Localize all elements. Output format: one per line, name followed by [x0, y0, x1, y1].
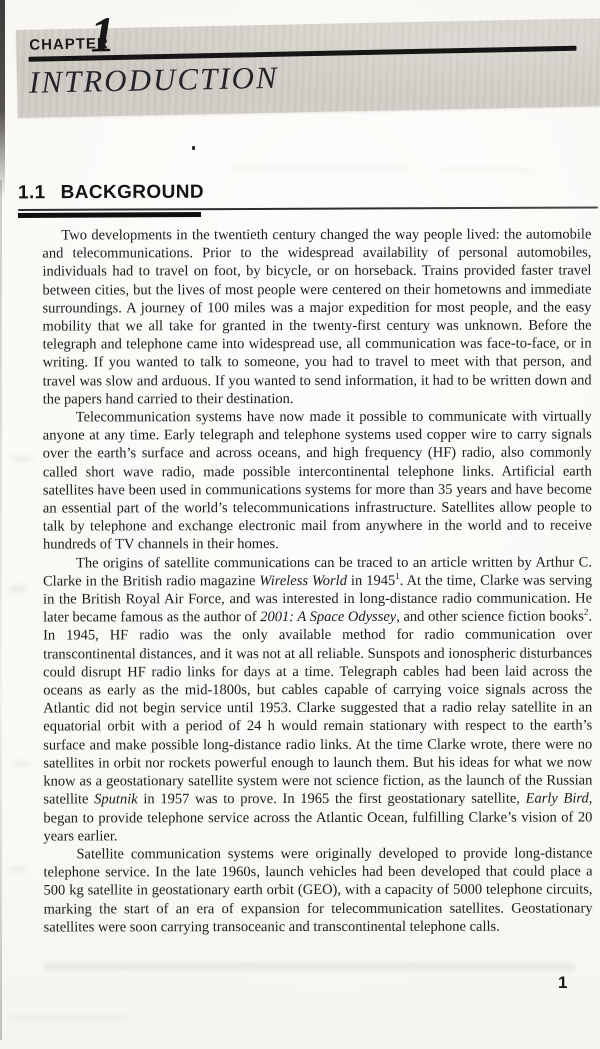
bleed-through-smudge [12, 455, 32, 462]
scan-edge-shadow [0, 0, 5, 200]
chapter-banner [16, 6, 600, 118]
paragraph: Telecommunication systems have now made it possible to communicate with virtually anyone at any time. Early telegraph and telephone systems used copper wire to carry signals over the earth’s surface and across oceans, and high frequency (HF) radio, also commonly called short wave radio, made possible intercontinental telephone links. Artificial earth satellites have been used in communications systems for more than 35 years and have become an essential part of the world’s telecommunications infrastructure. Satellites allow people to talk by telephone and exchange electronic mail from anywhere in the world and to receive hundreds of TV channels in their homes. [42, 408, 592, 553]
bleed-through-smudge [10, 585, 26, 593]
bleed-through-smudge [12, 760, 30, 767]
section-heading [18, 182, 204, 205]
scan-edge-shadow-faint [0, 180, 2, 1040]
paragraph: The origins of satellite communications can be traced to an article written by Arthur C. Clarke in the British radio magazine Wireless World in 1945$^1$. At the time, Clarke was serving in the British Royal Air Force, and was interested in long-distance radio communication. He later became famous as the author of 2001: A Space Odyssey, and other science fiction books$^2$. In 1945, HF radio was the only available method for radio communication over transcontinental distances, and it was not at all reliable. Sunspots and ionospheric disturbances could disrupt HF radio links for days at a time. Telegraph cables had been laid across the oceans as early as the mid-1800s, but cables capable of carrying voice signals across the Atlantic did not begin service until 1953. Clarke suggested that a radio relay satellite in an equatorial orbit with a period of 24 h would remain stationary with respect to the earth’s surface and make possible long-distance radio links. At the time Clarke wrote, there were no satellites in orbit nor rockets powerful enough to launch them. But his ideas for what we now know as a geostationary satellite system were not science fiction, as the launch of the Russian satellite Sputnik in 1957 was to prove. In 1965 the first geostationary satellite, Early Bird, began to provide telephone service across the Atlantic Ocean, fulfilling Clarke’s vision of 20 years earlier. [42, 554, 593, 845]
page-number: 1 [558, 973, 568, 992]
body-text [42, 226, 592, 937]
section-title: BACKGROUND [60, 181, 204, 204]
section-number: 1.1 [17, 182, 46, 204]
paragraph: Two developments in the twentieth century changed the way people lived: the automobile and telecommunications. Prior to the widespread availability of personal automobiles, individuals had to travel on foot, by bicycle, or on horseback. Trains provided faster travel between cities, but the lives of most people were centered on their hometowns and immediate surroundings. A journey of 100 miles was a major expedition for most people, and the easy mobility that we all take for granted in the twenty-first century was unknown. Before the telegraph and telephone came into widespread use, all communication was face-to-face, or in writing. If you wanted to talk to someone, you had to travel to meet with that person, and travel was slow and arduous. If you wanted to send information, it had to be written down and the papers hand carried to their destination. [42, 226, 592, 408]
bleed-through-smudge [8, 1015, 128, 1021]
chapter-title: INTRODUCTION [28, 59, 280, 100]
chapter-label: CHAPTER [29, 35, 109, 54]
bleed-through-smudge [10, 866, 26, 872]
bleed-through-smudge [45, 963, 575, 970]
ink-speck [192, 146, 195, 150]
paragraph: Satellite communication systems were originally developed to provide long-distance telephone service. In the late 1960s, launch vehicles had been developed that could place a 500 kg satellite in geostationary earth orbit (GEO), with a capacity of 5000 telephone circuits, marking the start of an era of expansion for telecommunication satellites. Geostationary satellites were soon carrying transoceanic and transcontinental telephone calls. [43, 845, 593, 936]
section-rule-thick [18, 212, 201, 218]
bleed-through-smudge [230, 165, 410, 171]
section-rule-thin [18, 206, 598, 211]
bleed-through-smudge [440, 168, 530, 173]
chapter-number: 1 [89, 6, 116, 63]
